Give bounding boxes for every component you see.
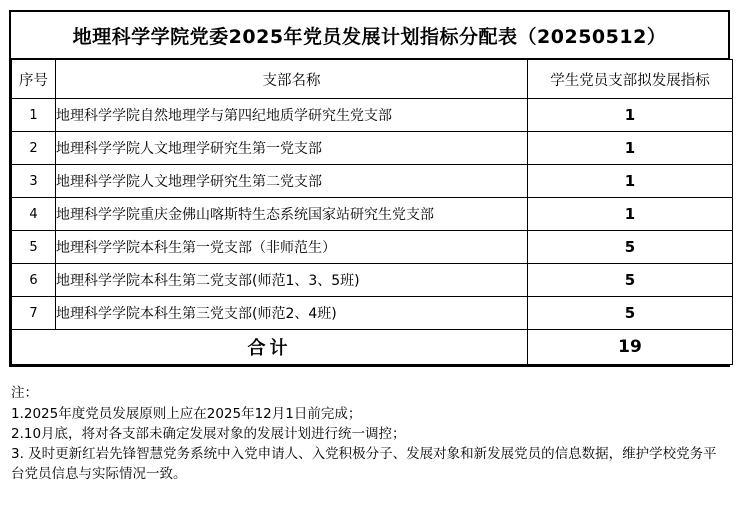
cell-quota: 5 bbox=[528, 231, 733, 264]
cell-index: 3 bbox=[12, 165, 56, 198]
note-item-1: 1.2025年度党员发展原则上应在2025年12月1日前完成； bbox=[11, 406, 362, 422]
table-row bbox=[12, 231, 733, 264]
total-label: 合计 bbox=[12, 330, 528, 365]
table-row bbox=[12, 264, 733, 297]
notes-heading: 注： bbox=[11, 385, 38, 401]
cell-branch: 地理科学学院人文地理学研究生第二党支部 bbox=[56, 165, 528, 198]
cell-index: 1 bbox=[12, 99, 56, 132]
table-container bbox=[9, 58, 730, 367]
cell-branch: 地理科学学院自然地理学与第四纪地质学研究生党支部 bbox=[56, 99, 528, 132]
cell-branch: 地理科学学院本科生第一党支部（非师范生） bbox=[56, 231, 528, 264]
cell-quota: 1 bbox=[528, 99, 733, 132]
document-title-bar bbox=[9, 10, 730, 58]
cell-index: 4 bbox=[12, 198, 56, 231]
table-row bbox=[12, 165, 733, 198]
page-title: 地理科学学院党委2025年党员发展计划指标分配表（20250512） bbox=[72, 25, 667, 48]
cell-quota: 1 bbox=[528, 198, 733, 231]
cell-quota: 1 bbox=[528, 132, 733, 165]
cell-quota: 5 bbox=[528, 297, 733, 330]
table-total-row bbox=[12, 330, 733, 365]
cell-index: 7 bbox=[12, 297, 56, 330]
cell-branch: 地理科学学院本科生第三党支部(师范2、4班) bbox=[56, 297, 528, 330]
cell-quota: 1 bbox=[528, 165, 733, 198]
table-row bbox=[12, 198, 733, 231]
cell-index: 2 bbox=[12, 132, 56, 165]
cell-branch: 地理科学学院重庆金佛山喀斯特生态系统国家站研究生党支部 bbox=[56, 198, 528, 231]
notes-section bbox=[9, 383, 730, 484]
column-header-quota: 学生党员支部拟发展指标 bbox=[528, 60, 733, 99]
total-value: 19 bbox=[528, 330, 733, 365]
note-item-2: 2.10月底，将对各支部未确定发展对象的发展计划进行统一调控； bbox=[11, 426, 406, 442]
cell-quota: 5 bbox=[528, 264, 733, 297]
table-row bbox=[12, 132, 733, 165]
note-item-3: 3. 及时更新红岩先锋智慧党务系统中入党申请人、入党积极分子、发展对象和新发展党员的信息数据，维护学校党务平台党员信息与实际情况一致。 bbox=[11, 446, 717, 482]
column-header-branch: 支部名称 bbox=[56, 60, 528, 99]
column-header-index: 序号 bbox=[12, 60, 56, 99]
table-header-row bbox=[12, 60, 733, 99]
table-header bbox=[12, 60, 733, 99]
cell-branch: 地理科学学院人文地理学研究生第一党支部 bbox=[56, 132, 528, 165]
table-row bbox=[12, 297, 733, 330]
cell-index: 6 bbox=[12, 264, 56, 297]
cell-branch: 地理科学学院本科生第二党支部(师范1、3、5班) bbox=[56, 264, 528, 297]
table-row bbox=[12, 99, 733, 132]
table-body bbox=[12, 99, 733, 365]
cell-index: 5 bbox=[12, 231, 56, 264]
quota-table bbox=[11, 59, 733, 365]
